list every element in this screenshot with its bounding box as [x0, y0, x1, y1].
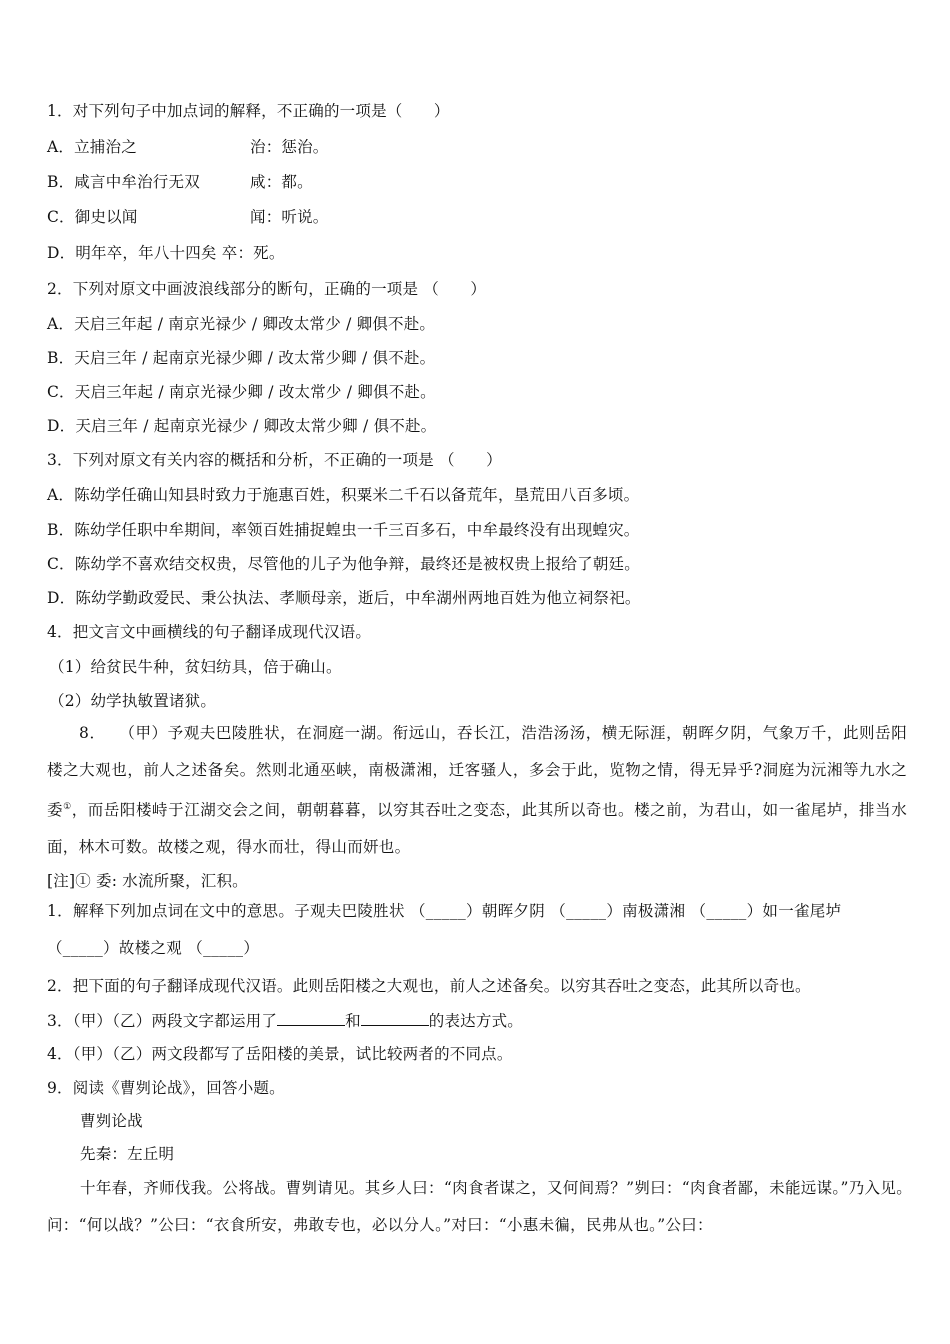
- q7-1-option-c: [47, 206, 547, 228]
- q8-3-stem: [47, 1010, 523, 1032]
- q7-2-option-d: D．天启三年 / 起南京光禄少 / 卿改太常少卿 / 俱不赴。: [47, 417, 437, 435]
- q8-4-stem: 4．（甲）（乙）两文段都写了岳阳楼的美景，试比较两者的不同点。: [47, 1045, 513, 1063]
- q8-passage: [47, 715, 907, 866]
- q7-1-stem: 1．对下列句子中加点词的解释，不正确的一项是（ ）: [47, 102, 450, 120]
- q7-2-option-c: C．天启三年起 / 南京光禄少卿 / 改太常少 / 卿俱不赴。: [47, 383, 436, 401]
- q8-1-text: 1．解释下列加点词在文中的意思。子观夫巴陵胜状 （_____）朝晖夕阴 （_____）南极潇湘 （_____）如一雀尾垆: [47, 902, 842, 920]
- q9-title: 曹刿论战: [80, 1112, 143, 1130]
- q8-1-text-cont: （_____）故楼之观 （_____）: [47, 939, 260, 957]
- q9-author: 先秦：左丘明: [80, 1145, 175, 1163]
- q7-2-option-a: A．天启三年起 / 南京光禄少 / 卿改太常少 / 卿俱不赴。: [47, 315, 436, 333]
- q8-number: 8．: [79, 724, 98, 742]
- option-c-text: C．御史以闻: [47, 208, 138, 226]
- option-a-text: A．立捕治之: [47, 138, 137, 156]
- q7-2-stem: 2．下列对原文中画波浪线部分的断句，正确的一项是 （ ）: [47, 280, 487, 298]
- q8-passage-text-2: ，而岳阳楼峙于江湖交会之间，朝朝暮暮，以穷其吞吐之变态，此其所以奇也。楼之前，为君山，如一雀尾垆，排当水面，林木可数。故楼之观，得水而壮，得山而妍也。: [47, 801, 907, 857]
- answer-blank-1[interactable]: [277, 1011, 345, 1026]
- q7-3-option-b: B．陈幼学任职中牟期间，率领百姓捕捉蝗虫一千三百多石，中牟最终没有出现蝗灾。: [47, 521, 640, 539]
- q7-1-option-a: [47, 136, 547, 158]
- answer-blank-2[interactable]: [361, 1011, 429, 1026]
- q7-1-option-b: [47, 171, 547, 193]
- q8-3-text-pre: 3．（甲）（乙）两段文字都运用了: [47, 1012, 278, 1030]
- q7-3-stem: 3．下列对原文有关内容的概括和分析，不正确的一项是 （ ）: [47, 451, 502, 469]
- q8-3-text-post: 的表达方式。: [428, 1012, 523, 1030]
- option-b-text: B．咸言中牟治行无双: [47, 173, 200, 191]
- q8-passage-text-1: （甲）予观夫巴陵胜状，在洞庭一湖。衔远山，吞长江，浩浩汤汤，横无际涯，朝晖夕阴，气象万千，此则岳阳楼之大观也，前人之述备矣。然则北通巫峡，南极潇湘，迁客骚人，多会于此，览物之情，得无异乎?洞庭为沅湘等九水之委: [47, 724, 908, 820]
- option-b-explanation: 咸：都。: [250, 173, 313, 191]
- option-a-explanation: 治：惩治。: [250, 138, 329, 156]
- q9-text: 十年春，齐师伐我。公将战。曹刿请见。其乡人曰：“肉食者谋之，又何间焉？”刿曰：“肉食者鄙，未能远谋。”乃入见。问：“何以战？”公曰：“衣食所安，弗敢专也，必以分人。”对曰：“小惠未徧，民弗从也。”公曰：: [47, 1179, 912, 1234]
- option-c-explanation: 闻：听说。: [250, 208, 329, 226]
- q7-2-option-b: B．天启三年 / 起南京光禄少卿 / 改太常少卿 / 俱不赴。: [47, 349, 436, 367]
- q8-2-stem: 2．把下面的句子翻译成现代汉语。此则岳阳楼之大观也，前人之述备矣。以穷其吞吐之变态，此其所以奇也。: [47, 977, 811, 995]
- q7-3-option-a: A．陈幼学任确山知县时致力于施惠百姓，积粟米二千石以备荒年，垦荒田八百多顷。: [47, 486, 640, 504]
- footnote-marker: ①: [63, 802, 72, 812]
- q7-3-option-d: D．陈幼学勤政爱民、秉公执法、孝顺母亲，逝后，中牟湖州两地百姓为他立祠祭祀。: [47, 589, 641, 607]
- q7-1-option-d: D．明年卒，年八十四矣 卒：死。: [47, 244, 285, 262]
- q7-4-stem: 4．把文言文中画横线的句子翻译成现代汉语。: [47, 623, 372, 641]
- q7-4-item-1: （1）给贫民牛种，贫妇纺具，倍于确山。: [49, 658, 342, 676]
- q9-intro: 9．阅读《曹刿论战》，回答小题。: [47, 1079, 285, 1097]
- q7-3-option-c: C．陈幼学不喜欢结交权贵，尽管他的儿子为他争辩，最终还是被权贵上报给了朝廷。: [47, 555, 640, 573]
- q8-1-stem: [47, 893, 912, 967]
- q8-3-text-mid: 和: [345, 1012, 361, 1030]
- q7-4-item-2: （2）幼学执敏置诸狱。: [49, 692, 217, 710]
- q8-footnote: [注]① 委: 水流所聚，汇积。: [47, 872, 248, 890]
